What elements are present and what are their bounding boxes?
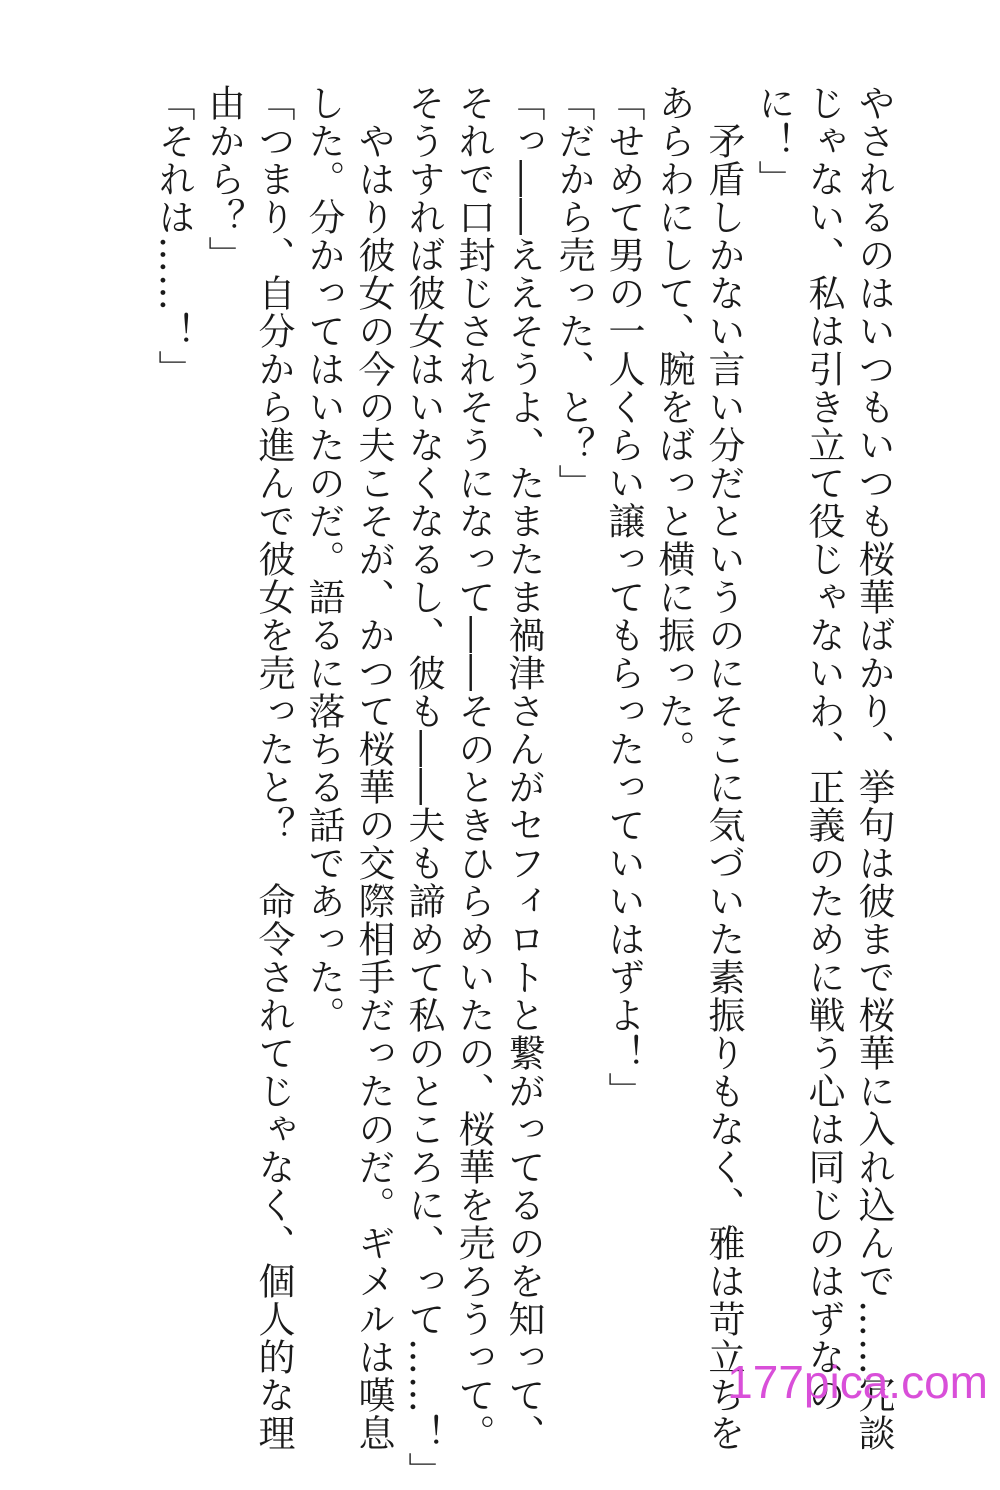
text-line: じゃない、私は引き立て役じゃないわ、正義のために戦う心は同じのはずなの (802, 84, 845, 1414)
site-watermark: 177pica.com (727, 1356, 988, 1408)
text-line: 由から？」 (202, 84, 245, 274)
text-line: 「せめて男の一人くらい譲ってもらったっていいはずよ！」 (602, 84, 645, 1110)
text-line: 矛盾しかない言い分だというのにそこに気づいた素振りもなく、雅は苛立ちを (702, 84, 745, 1452)
text-line: やされるのはいつもいつも桜華ばかり、挙句は彼まで桜華に入れ込んで……冗談 (852, 84, 895, 1452)
text-line: あらわにして、腕をばっと横に振った。 (652, 84, 695, 768)
text-line: 「つまり、自分から進んで彼女を売ったと？ 命令されてじゃなく、個人的な理 (252, 84, 295, 1452)
text-line: それで口封じされそうになって――そのときひらめいたの、桜華を売ろうって。 (452, 84, 495, 1452)
text-line: した。分かってはいたのだ。語るに落ちる話であった。 (302, 84, 345, 1034)
text-line: そうすれば彼女はいなくなるし、彼も――夫も諦めて私のところに、って……！」 (402, 84, 445, 1490)
text-line: に！」 (752, 84, 795, 198)
text-line: 「それは……！」 (152, 84, 195, 388)
text-line: 「っ――ええそうよ、たまたま禍津さんがセフィロトと繋がってるのを知って、 (502, 84, 545, 1452)
text-line: やはり彼女の今の夫こそが、かつて桜華の交際相手だったのだ。ギメルは嘆息 (352, 84, 395, 1452)
text-line: 「だから売った、と？」 (552, 84, 595, 502)
